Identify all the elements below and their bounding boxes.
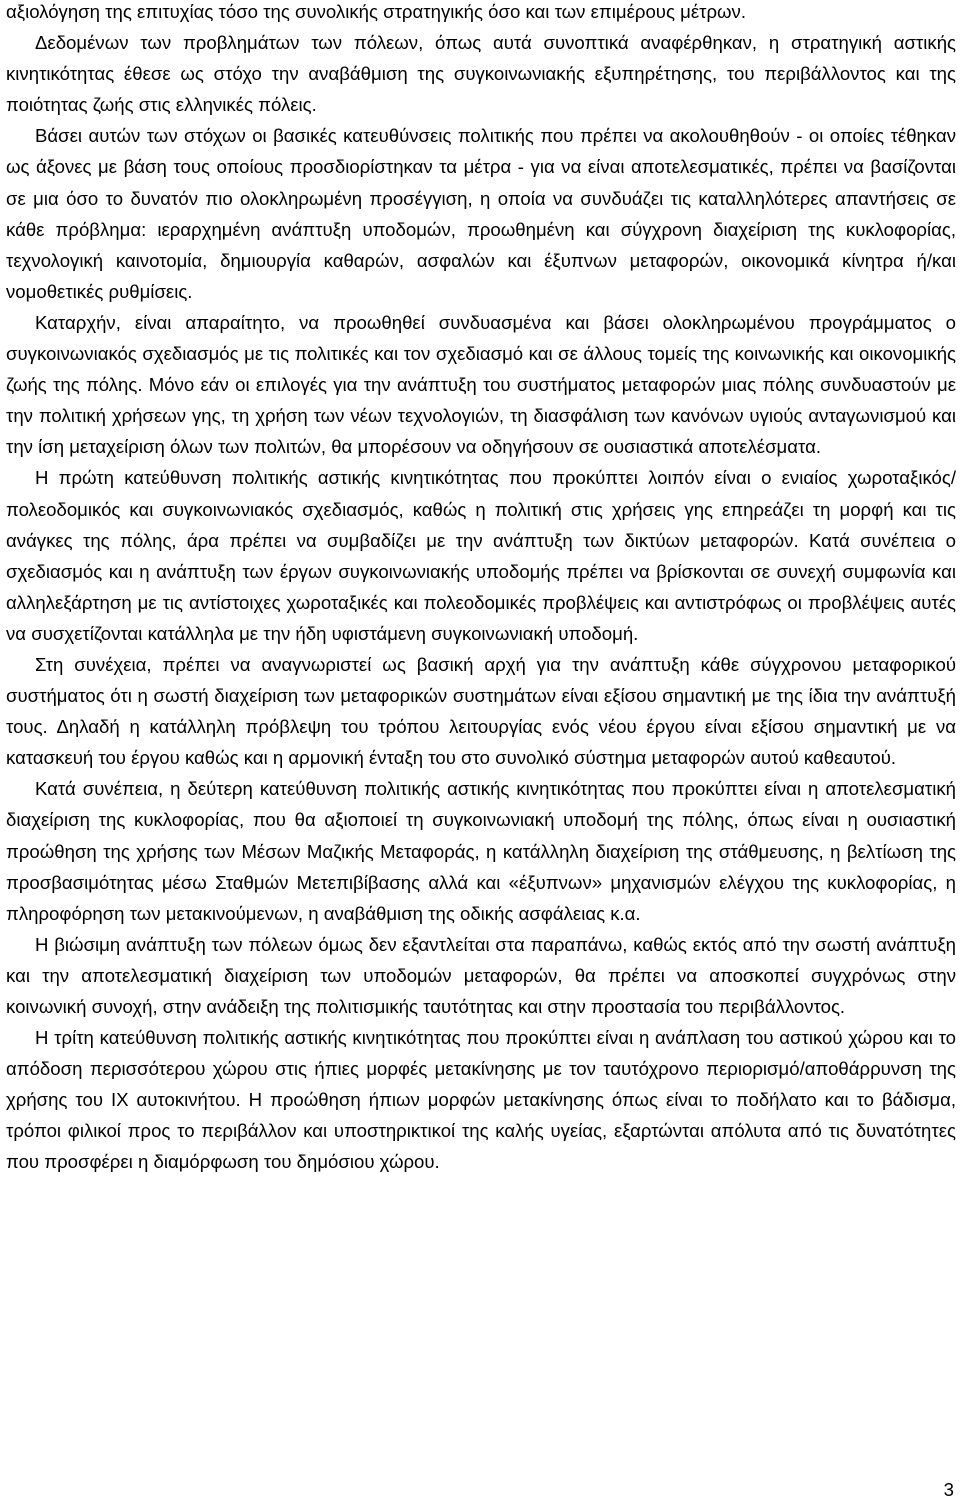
paragraph: Βάσει αυτών των στόχων οι βασικές κατευθύνσεις πολιτικής που πρέπει να ακολουθηθούν - οι οποίες τέθηκαν ως άξονες με βάση τους οποίους προσδιορίστηκαν τα μέτρα - για να είναι αποτελεσματικές, πρέπει να βασίζονται σε μια όσο το δυνατόν πιο ολοκληρωμένη προσέγγιση, η οποία να συνδυάζει τις καταλληλότερες απαντήσεις σε κάθε πρόβλημα: ιεραρχημένη ανάπτυξη υποδομών, προωθημένη και σύγχρονη διαχείριση της κυκλοφορίας, τεχνολογική καινοτομία, δημιουργία καθαρών, ασφαλών και έξυπνων μεταφορών, οικονομικά κίνητρα ή/και νομοθετικές ρυθμίσεις. (6, 125, 956, 302)
paragraph: Η τρίτη κατεύθυνση πολιτικής αστικής κινητικότητας που προκύπτει είναι η ανάπλαση του αστικού χώρου και το απόδοση περισσότερου χώρου στις ήπιες μορφές μετακίνησης με τον ταυτόχρονο περιορισμό/αποθάρρυνση της χρήσης του ΙΧ αυτοκινήτου. Η προώθηση ήπιων μορφών μετακίνησης όπως είναι το ποδήλατο και το βάδισμα, τρόποι φιλικοί προς το περιβάλλον και υποστηρικτικοί της καλής υγείας, εξαρτώνται απόλυτα από τις δυνατότητες που προσφέρει η διαμόρφωση του δημόσιου χώρου. (6, 1027, 956, 1173)
paragraph: Η βιώσιμη ανάπτυξη των πόλεων όμως δεν εξαντλείται στα παραπάνω, καθώς εκτός από την σωστή ανάπτυξη και την αποτελεσματική διαχείριση των υποδομών μεταφορών, θα πρέπει να αποσκοπεί συγχρόνως στην κοινωνική συνοχή, στην ανάδειξη της πολιτισμικής ταυτότητας και στην προστασία του περιβάλλοντος. (6, 933, 956, 1017)
paragraph: Η πρώτη κατεύθυνση πολιτικής αστικής κινητικότητας που προκύπτει λοιπόν είναι ο ενιαίος χωροταξικός/πολεοδομικός και συγκοινωνιακός σχεδιασμός, καθώς η πολιτική στις χρήσεις γης επηρεάζει τη μορφή και τις ανάγκες της πόλης, άρα πρέπει να συμβαδίζει με την ανάπτυξη των δικτύων μεταφορών. Κατά συνέπεια ο σχεδιασμός και η ανάπτυξη των έργων συγκοινωνιακής υποδομής πρέπει να βρίσκονται σε συνεχή συμφωνία και αλληλεξάρτηση με τις αντίστοιχες χωροταξικές και πολεοδομικές προβλέψεις και αντιστρόφως οι προβλέψεις αυτές να συσχετίζονται κατάλληλα με την ήδη υφιστάμενη συγκοινωνιακή υποδομή. (6, 467, 956, 644)
paragraph: Κατά συνέπεια, η δεύτερη κατεύθυνση πολιτικής αστικής κινητικότητας που προκύπτει είναι η αποτελεσματική διαχείριση της κυκλοφορίας, που θα αξιοποιεί τη συγκοινωνιακή υποδομή της πόλης, όπως είναι η ουσιαστική προώθηση της χρήσης των Μέσων Μαζικής Μεταφοράς, η κατάλληλη διαχείριση της στάθμευσης, η βελτίωση της προσβασιμότητας μέσω Σταθμών Μετεπιβίβασης αλλά και «έξυπνων» μηχανισμών ελέγχου της κυκλοφορίας, η πληροφόρηση των μετακινούμενων, η αναβάθμιση της οδικής ασφάλειας κ.α. (6, 778, 956, 924)
document-body (6, 0, 956, 1178)
paragraph: Στη συνέχεια, πρέπει να αναγνωριστεί ως βασική αρχή για την ανάπτυξη κάθε σύγχρονου μεταφορικού συστήματος ότι η σωστή διαχείριση των μεταφορικών συστημάτων είναι εξίσου σημαντική με της ίδια την ανάπτυξή τους. Δηλαδή η κατάλληλη πρόβλεψη του τρόπου λειτουργίας ενός νέου έργου είναι εξίσου σημαντική με να κατασκευή του έργου καθώς και η αρμονική ένταξη του στο συνολικό σύστημα μεταφορών αυτού καθεαυτού. (6, 653, 956, 769)
paragraph: Δεδομένων των προβλημάτων των πόλεων, όπως αυτά συνοπτικά αναφέρθηκαν, η στρατηγική αστικής κινητικότητας έθεσε ως στόχο την αναβάθμιση της συγκοινωνιακής εξυπηρέτησης, του περιβάλλοντος και της ποιότητας ζωής στις ελληνικές πόλεις. (6, 32, 956, 116)
paragraph: Καταρχήν, είναι απαραίτητο, να προωθηθεί συνδυασμένα και βάσει ολοκληρωμένου προγράμματος ο συγκοινωνιακός σχεδιασμός με τις πολιτικές και τον σχεδιασμό και σε άλλους τομείς της κοινωνικής και οικονομικής ζωής της πόλης. Μόνο εάν οι επιλογές για την ανάπτυξη του συστήματος μεταφορών μιας πόλης συνδυαστούν με την πολιτική χρήσεων γης, τη χρήση των νέων τεχνολογιών, τη διασφάλιση των κανόνων υγιούς ανταγωνισμού και την ίση μεταχείριση όλων των πολιτών, θα μπορέσουν να οδηγήσουν σε ουσιαστικά αποτελέσματα. (6, 311, 956, 458)
page-number: 3 (943, 1479, 954, 1500)
paragraph-continuation: αξιολόγηση της επιτυχίας τόσο της συνολικής στρατηγικής όσο και των επιμέρους μέτρων. (6, 1, 747, 22)
